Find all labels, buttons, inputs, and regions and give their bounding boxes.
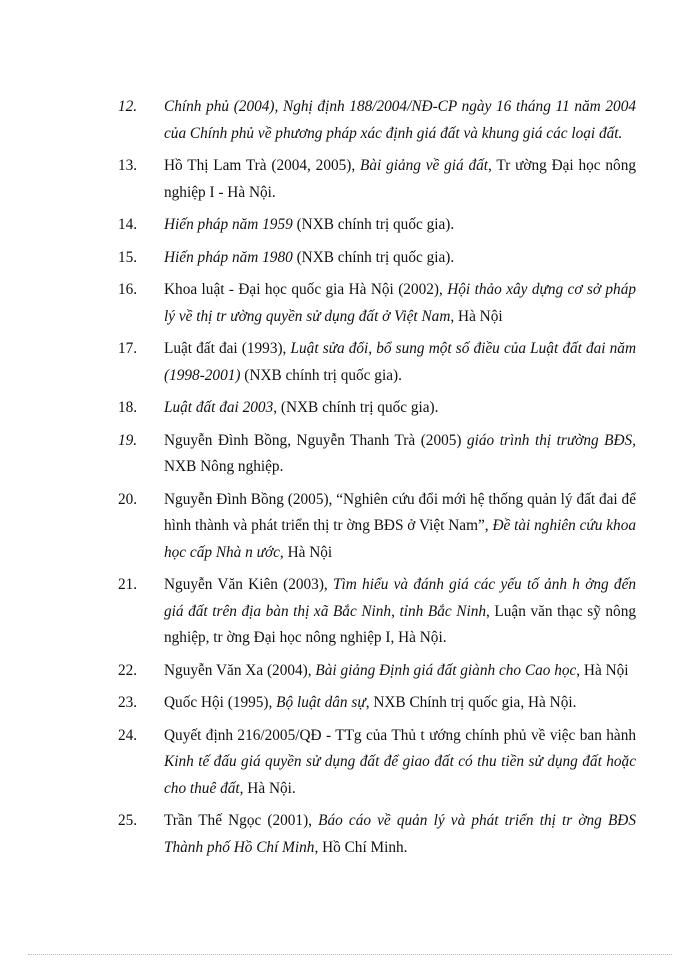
reference-item [118,808,636,861]
reference-plain-segment: , Hà Nội [576,661,629,679]
reference-number: 16. [118,281,138,298]
reference-plain-segment: , Hà Nội [279,543,333,561]
reference-title-segment: Tìm hiểu và đánh giá các yếu tố ảnh h ởng đến giá đất trên địa bàn thị xã Bắc Ninh, tỉnh Bắc Ninh [164,576,637,620]
reference-plain-segment: Hồ Thị Lam Trà (2004, 2005), [164,157,361,174]
reference-item [118,153,636,206]
reference-plain-segment: Hà Nội. [243,779,296,797]
reference-plain-segment: Nguyễn Đình Bồng, Nguyễn Thanh Trà (2005) [164,431,467,449]
reference-title-segment: giáo trình thị trường BĐS, [467,431,636,449]
reference-title-segment: Luật sửa đổi, bổ sung một số điều của Luật đất đai năm (1998-2001) [164,340,637,384]
reference-plain-segment: Trần Thế Ngọc (2001), [164,812,319,829]
reference-title-segment: Bài giảng Định giá đất giành cho Cao học [315,661,577,679]
reference-title-segment: Luật đất đai 2003 [164,399,274,416]
reference-number: 20. [118,490,138,508]
reference-item [118,212,636,239]
reference-title-segment: Báo cáo về quản lý và phát triển thị tr ờng BĐS Thành phố Hồ Chí Minh [164,812,636,856]
reference-plain-segment: Quốc Hội (1995), [164,694,277,711]
reference-item [118,690,636,717]
reference-plain-segment: , (NXB chính trị quốc gia). [273,399,439,416]
reference-title-segment: Kinh tế đấu giá quyền sử dụng đất để giao đất có thu tiền sử dụng đất hoặc cho thuê đất, [164,753,636,797]
reference-title-segment: Bài giảng về giá đất [360,157,489,174]
reference-item [118,94,636,147]
reference-plain-segment: Nguyễn Văn Xa (2004), [164,661,316,679]
reference-title-segment: Hội thảo xây dựng cơ sở pháp lý về thị tr ường quyền sử dụng đất ở Việt Nam [164,281,637,325]
reference-title-segment: Hiến pháp năm 1959 [164,216,297,233]
reference-plain-segment: , Luận văn thạc sỹ nông nghiệp, tr ờng Đại học nông nghiệp I, Hà Nội. [164,602,636,646]
reference-item [118,336,636,389]
reference-item [118,487,636,567]
reference-text [164,336,636,389]
reference-number: 15. [118,248,138,266]
reference-number: 17. [118,340,138,357]
reference-text [164,690,636,717]
reference-number: 23. [118,694,138,711]
reference-text [164,723,636,803]
reference-text [164,212,636,239]
reference-plain-segment: , Hà Nội [450,307,503,325]
reference-title-segment: Chính phủ (2004), Nghị định 188/2004/NĐ-CP ngày 16 tháng 11 năm 2004 của Chính phủ về phương pháp xác định giá đất và khung giá các loại đất. [164,98,636,142]
reference-number: 18. [118,399,138,416]
reference-text [164,245,636,272]
reference-number: 14. [118,216,138,233]
reference-plain-segment: Nguyễn Đình Bồng (2005), “Nghiên cứu đổi mới hệ thống quản lý đất đai để hình thành và phát triển thị tr ờng BĐS ở Việt Nam”, [164,490,636,534]
reference-plain-segment: (NXB chính trị quốc gia). [296,248,455,266]
reference-list [118,94,636,867]
reference-plain-segment: , NXB Chính trị quốc gia, Hà Nội. [365,694,577,711]
reference-title-segment: Đề tài nghiên cứu khoa học cấp Nhà n ước [164,517,637,561]
reference-title-segment: Bộ luật dân sự [276,694,366,711]
reference-number: 12. [118,98,138,115]
reference-title-segment: Hiến pháp năm 1980 [164,248,297,266]
reference-text [164,94,636,147]
reference-number: 25. [118,812,138,829]
reference-plain-segment: NXB Nông nghiệp. [164,458,284,475]
reference-text [164,277,636,330]
reference-plain-segment: Khoa luật - Đại học quốc gia Hà Nội (2002), [164,281,448,298]
reference-plain-segment: (NXB chính trị quốc gia). [296,216,455,233]
reference-plain-segment: , Hồ Chí Minh. [314,838,408,856]
page-bottom-divider [28,954,672,955]
reference-text [164,395,636,422]
reference-number: 19. [118,431,138,449]
reference-text [164,572,636,652]
reference-item [118,428,636,481]
reference-plain-segment: Quyết định 216/2005/QĐ - TTg của Thủ t ướng chính phủ về việc ban hành [164,726,636,744]
reference-item [118,245,636,272]
reference-number: 24. [118,726,138,744]
reference-plain-segment: Nguyễn Văn Kiên (2003), [164,576,333,593]
reference-number: 21. [118,576,138,593]
reference-item [118,395,636,422]
reference-text [164,153,636,206]
reference-item [118,723,636,803]
reference-item [118,658,636,685]
reference-item [118,572,636,652]
reference-plain-segment: , Tr ường Đại học nông nghiệp I - Hà Nội. [164,157,636,201]
reference-plain-segment: Luật đất đai (1993), [164,340,291,357]
reference-item [118,277,636,330]
reference-plain-segment: (NXB chính trị quốc gia). [244,366,402,384]
reference-number: 22. [118,661,138,679]
reference-text [164,487,636,567]
reference-text [164,658,636,685]
reference-text [164,428,636,481]
reference-number: 13. [118,157,138,174]
reference-text [164,808,636,861]
